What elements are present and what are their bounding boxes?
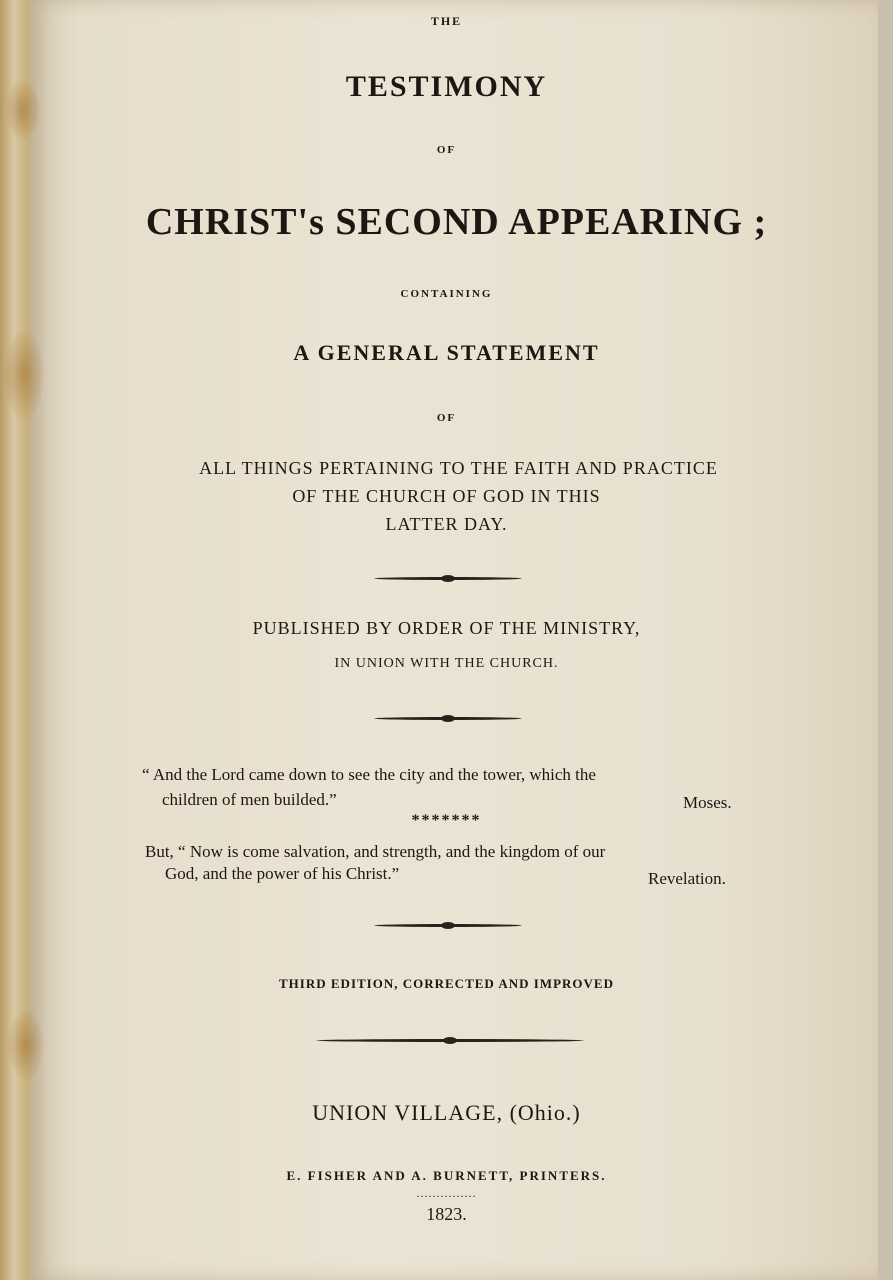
quote-1-line-2: children of men builded.” [162,790,337,809]
quote-1-source: Moses. [683,793,732,812]
title-of: OF [436,144,457,156]
main-title: CHRIST's SECOND APPEARING ; [145,201,768,243]
quote-2-line-2: God, and the power of his Christ.” [165,864,400,883]
place: UNION VILLAGE, (Ohio.) [312,1100,581,1125]
title-of-2: OF [436,412,457,424]
subtitle-line-1: ALL THINGS PERTAINING TO THE FAITH AND PRACTICE [199,458,718,478]
subtitle-line-2: OF THE CHURCH OF GOD IN THIS [292,486,601,506]
edition: THIRD EDITION, CORRECTED AND IMPROVED [279,976,614,991]
title-page [30,0,878,1280]
ornamental-rule [374,924,522,927]
ornamental-rule [316,1039,584,1042]
title-testimony: TESTIMONY [345,70,548,103]
quote-1-line-1: “ And the Lord came down to see the city and the tower, which the [142,765,596,784]
title-the: THE [430,14,463,28]
quote-2-line-1: But, “ Now is come salvation, and strength, and the kingdom of our [145,842,606,861]
in-union: IN UNION WITH THE CHURCH. [334,656,559,671]
printers: E. FISHER AND A. BURNETT, PRINTERS. [286,1168,607,1183]
ornamental-rule [374,577,522,580]
general-statement: A GENERAL STATEMENT [293,340,600,365]
ornamental-rule [374,717,522,720]
title-containing: CONTAINING [400,288,493,300]
quote-2-source: Revelation. [648,869,726,888]
age-stain [8,1010,44,1080]
published-by: PUBLISHED BY ORDER OF THE MINISTRY, [252,618,641,638]
dots-separator: ............... [416,1186,477,1200]
year: 1823. [426,1204,467,1224]
stars-separator: ******* [411,812,482,829]
subtitle-line-3: LATTER DAY. [385,514,508,534]
